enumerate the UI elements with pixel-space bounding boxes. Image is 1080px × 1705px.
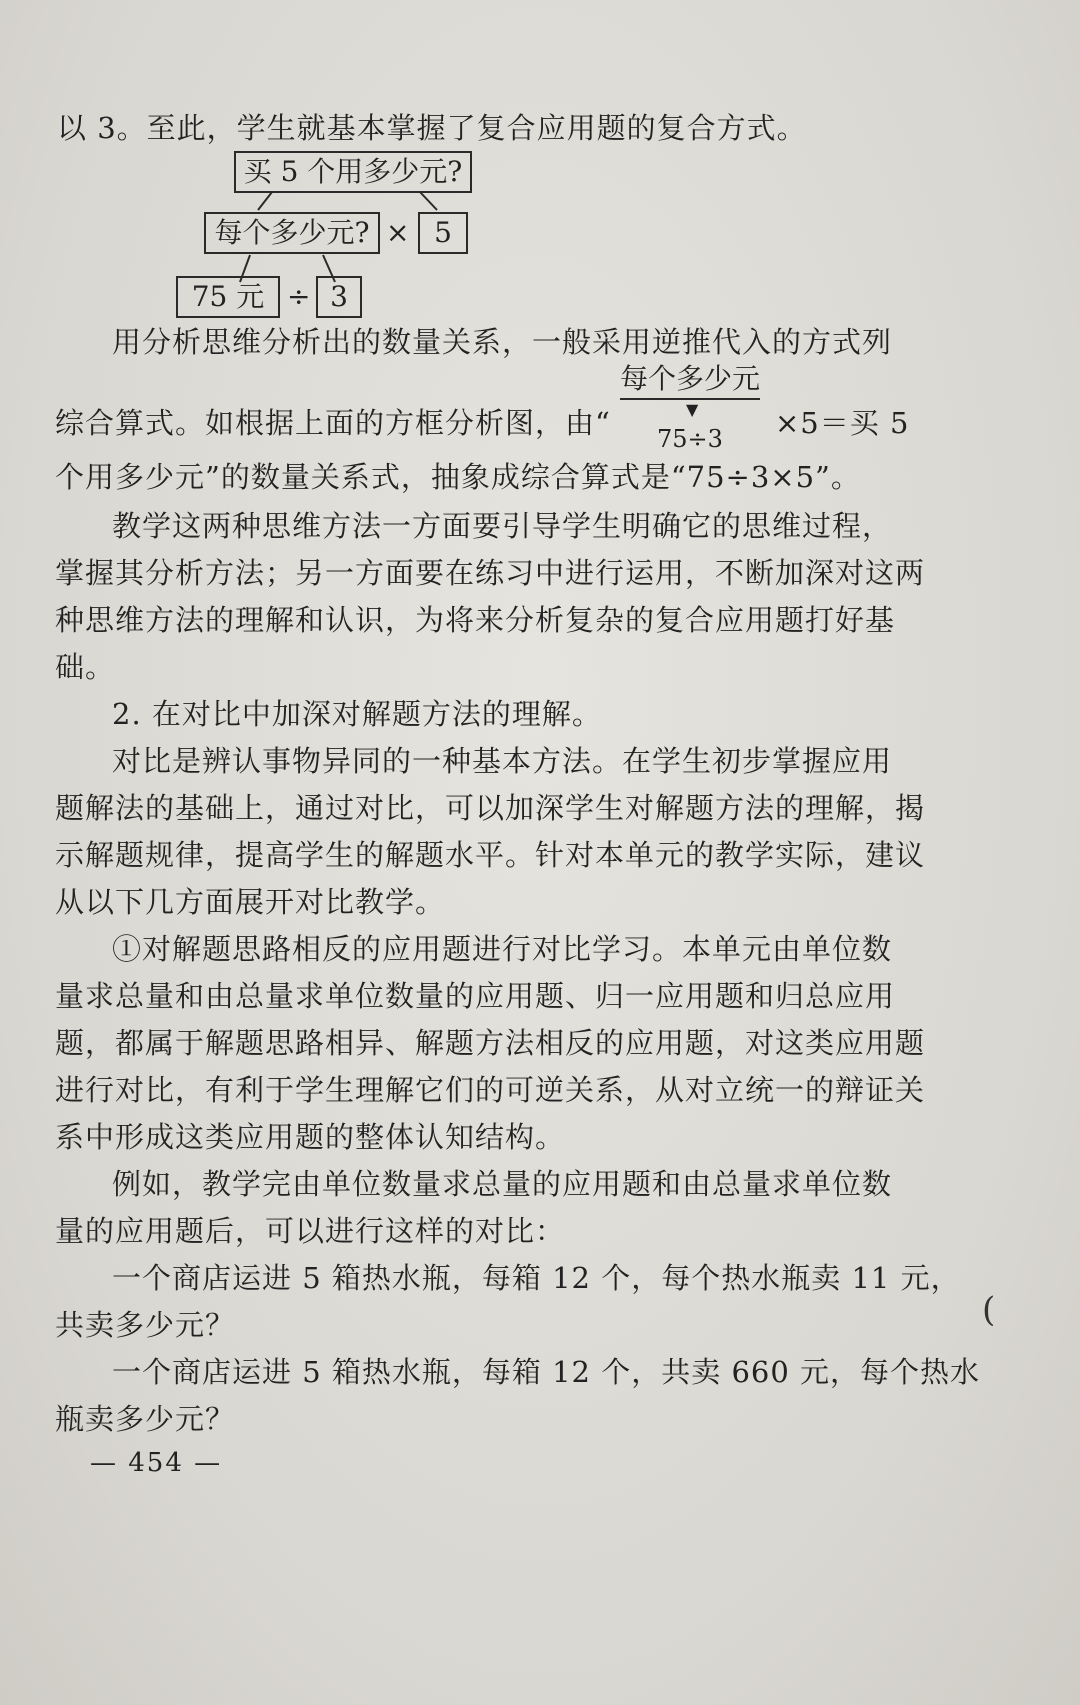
text-line: 以 3。至此，学生就基本掌握了复合应用题的复合方式。 <box>57 111 807 145</box>
divide-sign: ÷ <box>287 280 311 313</box>
text-line: 对比是辨认事物异同的一种基本方法。在学生初步掌握应用 <box>112 744 893 778</box>
text-line: 题，都属于解题思路相异、解题方法相反的应用题，对这类应用题 <box>55 1026 926 1060</box>
text-line: 题解法的基础上，通过对比，可以加深学生对解题方法的理解，揭 <box>55 791 926 825</box>
problem-text: 共卖多少元？ <box>55 1308 236 1342</box>
text-line: 例如，教学完由单位数量求总量的应用题和由总量求单位数 <box>112 1167 893 1201</box>
text-line: 教学这两种思维方法一方面要引导学生明确它的思维过程， <box>112 509 893 543</box>
formula-annotation: 每个多少元 <box>620 362 760 400</box>
text-line: ①对解题思路相反的应用题进行对比学习。本单元由单位数 <box>112 932 893 966</box>
text-line: 系中形成这类应用题的整体认知结构。 <box>55 1120 566 1154</box>
box-unit-price: 每个多少元? <box>204 212 380 254</box>
multiply-sign: × <box>386 216 410 249</box>
section-heading: 2. 在对比中加深对解题方法的理解。 <box>112 697 602 731</box>
box-total-cost: 买 5 个用多少元? <box>234 151 472 193</box>
text-line: 从以下几方面展开对比教学。 <box>55 885 446 919</box>
text-line: 综合算式。如根据上面的方框分析图，由“ <box>55 406 611 440</box>
text-line: 用分析思维分析出的数量关系，一般采用逆推代入的方式列 <box>112 325 893 359</box>
text-line: ×5＝买 5 <box>775 406 910 440</box>
text-line: 进行对比，有利于学生理解它们的可逆关系，从对立统一的辩证关 <box>55 1073 926 1107</box>
text-line: 示解题规律，提高学生的解题水平。针对本单元的教学实际，建议 <box>55 838 926 872</box>
box-count: 3 <box>316 276 362 318</box>
text-line: 掌握其分析方法；另一方面要在练习中进行运用，不断加深对这两 <box>55 556 926 590</box>
page-number: — 454 — <box>90 1448 223 1478</box>
formula-expression: 75÷3 <box>657 425 723 453</box>
page-edge-mark: ( <box>982 1290 996 1330</box>
problem-text: 一个商店运进 5 箱热水瓶，每箱 12 个，共卖 660 元，每个热水 <box>112 1355 981 1389</box>
problem-text: 瓶卖多少元？ <box>55 1402 236 1436</box>
text-line: 量的应用题后，可以进行这样的对比： <box>55 1214 566 1248</box>
box-quantity: 5 <box>418 212 468 254</box>
text-line: 量求总量和由总量求单位数量的应用题、归一应用题和归总应用 <box>55 979 896 1013</box>
text-line: 种思维方法的理解和认识，为将来分析复杂的复合应用题打好基 <box>55 603 896 637</box>
text-line: 础。 <box>55 650 116 684</box>
problem-text: 一个商店运进 5 箱热水瓶，每箱 12 个，每个热水瓶卖 11 元， <box>112 1261 961 1295</box>
box-total-money: 75 元 <box>176 276 280 318</box>
arrow-down-icon: ▼ <box>686 400 699 419</box>
text-line: 个用多少元”的数量关系式，抽象成综合算式是“75÷3×5”。 <box>55 460 861 494</box>
